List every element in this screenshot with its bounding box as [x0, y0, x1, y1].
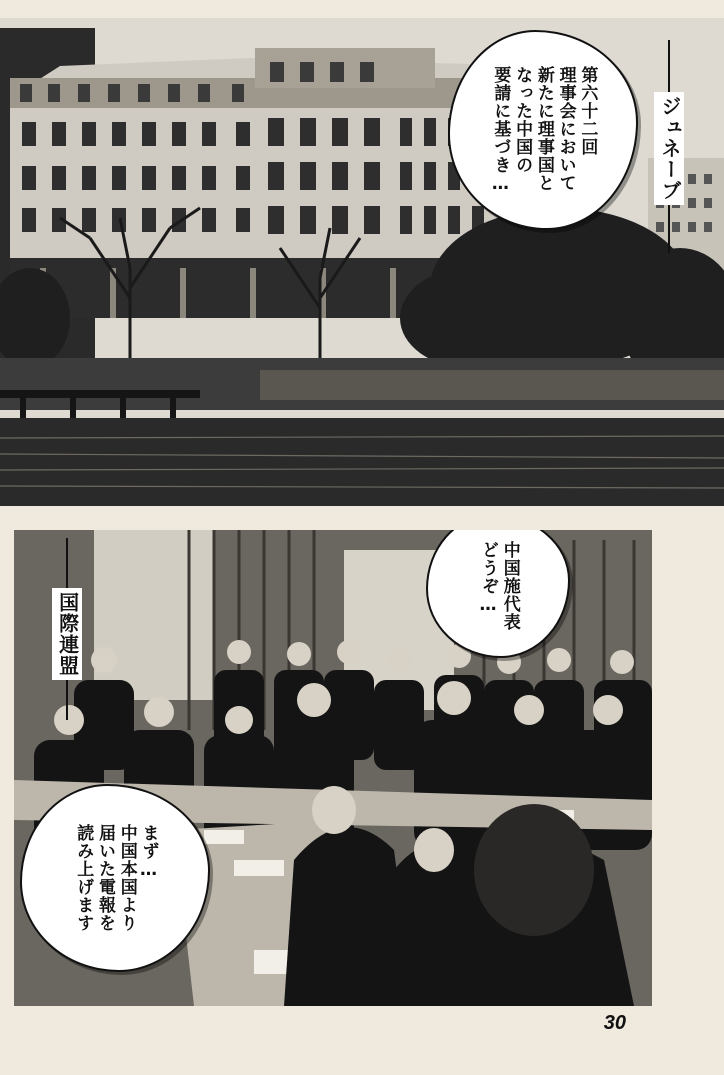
- page-number: 30: [603, 1012, 626, 1034]
- speech-bubble-council: [448, 30, 638, 230]
- caption-geneva-text: ジュネーブ: [654, 92, 684, 205]
- caption-rule: [66, 680, 68, 720]
- speech-bubble-telegram: [20, 784, 210, 972]
- panel-league-of-nations: [14, 530, 652, 1006]
- caption-rule: [668, 205, 670, 253]
- caption-league-of-nations: [52, 538, 82, 720]
- caption-geneva: [654, 40, 684, 253]
- speech-telegram-text: まず… 中国本国より 届いた電報を 読み上げます: [73, 824, 159, 932]
- caption-rule: [668, 40, 670, 92]
- speech-invite-text: 中国施代表 どうぞ…: [478, 541, 520, 631]
- speech-council-text: 第六十二回 理事会において 新たに理事国と なった中国の 要請に基づき…: [490, 65, 598, 195]
- caption-league-of-nations-text: 国際連盟: [52, 588, 82, 680]
- caption-rule: [66, 538, 68, 588]
- panel-geneva: [0, 18, 724, 506]
